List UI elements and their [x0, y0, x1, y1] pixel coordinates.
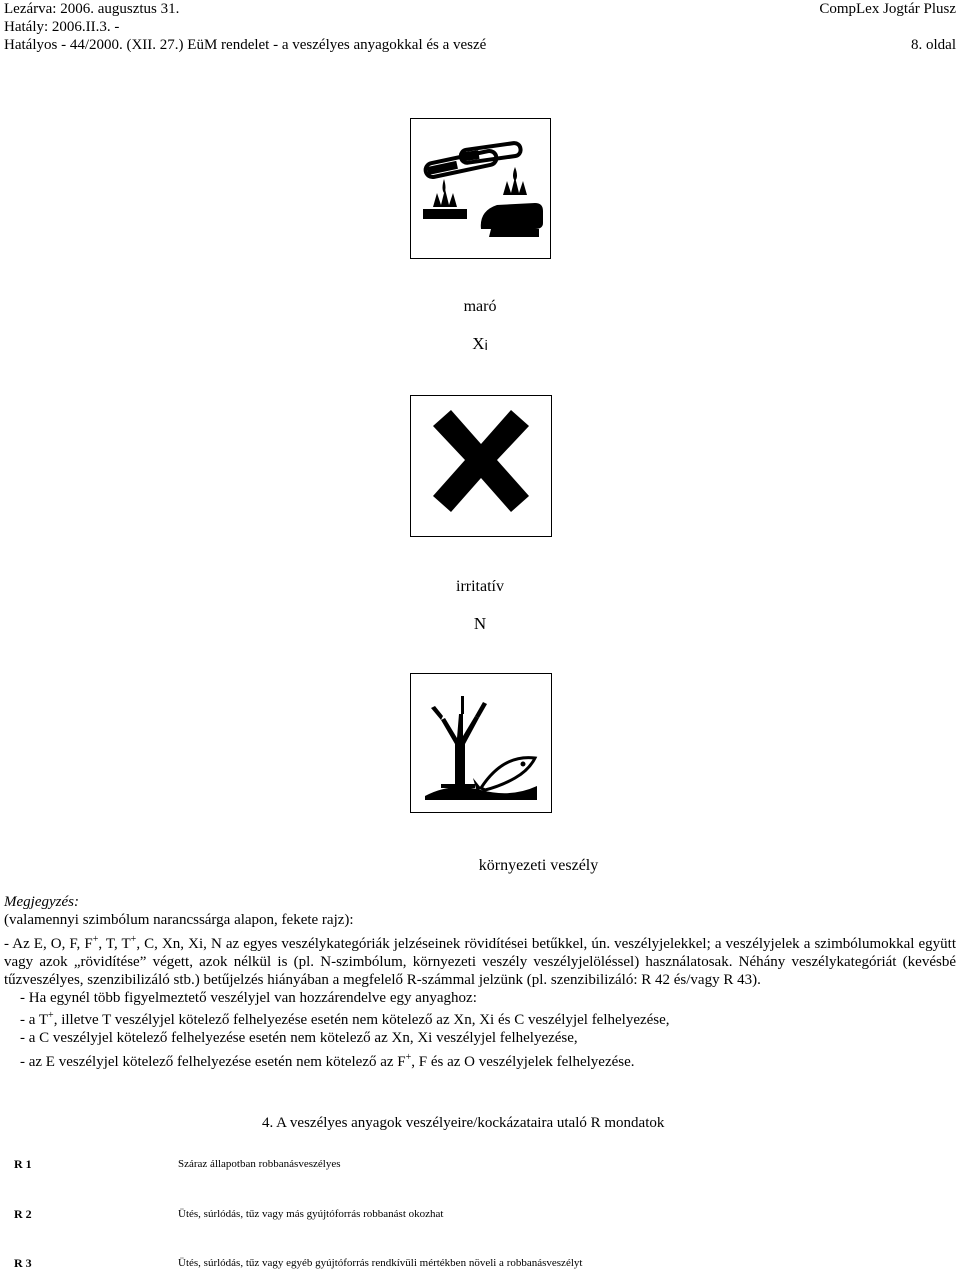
law-title: Hatályos - 44/2000. (XII. 27.) EüM rendelet - a veszélyes anyagokkal és a veszé — [4, 37, 487, 53]
section-title: 4. A veszélyes anyagok veszélyeire/kockázataira utaló R mondatok — [262, 1115, 665, 1131]
note-block — [4, 893, 956, 1071]
document-header — [4, 0, 604, 54]
irritant-x-icon — [411, 396, 551, 536]
r-code: R 3 — [14, 1256, 32, 1270]
corrosive-icon — [411, 119, 550, 258]
note-rule-t: - a T+, illetve T veszélyjel kötelező felhelyezése esetén nem kötelező az Xn, Xi és C veszélyjel felhelyezése, — [20, 1010, 670, 1028]
note-subtitle: (valamennyi szimbólum narancssárga alapon, fekete rajz): — [4, 912, 354, 928]
product-name: CompLex Jogtár Plusz — [819, 1, 956, 17]
corrosive-caption: maró — [463, 298, 497, 315]
note-rule-e: - az E veszélyjel kötelező felhelyezése esetén nem kötelező az F+, F és az O veszélyjelek felhelyezése. — [20, 1052, 635, 1070]
environment-code: N — [473, 614, 487, 633]
irritant-code: $X_i$ — [472, 334, 488, 353]
environment-caption: környezeti veszély — [478, 857, 599, 874]
page-number: 8. oldal — [911, 37, 956, 53]
note-rule-c: - a C veszélyjel kötelező felhelyezése esetén nem kötelező az Xn, Xi veszélyjel felhelyezése, — [20, 1030, 578, 1046]
note-paragraph-multiple: - Ha egynél több figyelmeztető veszélyjel van hozzárendelve egy anyaghoz: — [20, 990, 477, 1006]
corrosive-symbol — [410, 118, 551, 259]
irritant-symbol — [410, 395, 552, 537]
irritant-caption: irritatív — [456, 578, 504, 595]
note-paragraph-abbreviations: - Az E, O, F, F+, T, T+, C, Xn, Xi, N az egyes veszélykategóriák jelzéseinek rövidítései betűkkel, ún. veszélyjelekkel; a veszélyjelek a szimbólumokkal együtt vagy azok „rövidítése” végett, azok nélkül is (pl. N-szimbólum, környezeti veszély veszélyjelöléssel) használatosak. Néhány veszélykategóriát (kevésbé tűzveszélyes, szenzibilizáló stb.) betűjelzés hiányában a megfelelő R-számmal jelzünk (pl. szenzibilizáló: R 42 és/vagy R 43). — [4, 934, 957, 988]
r-text: Ütés, súrlódás, tűz vagy más gyújtóforrás robbanást okozhat — [178, 1208, 444, 1220]
r-text: Száraz állapotban robbanásveszélyes — [178, 1158, 341, 1170]
r-code: R 1 — [14, 1157, 32, 1171]
closed-date: Lezárva: 2006. augusztus 31. — [4, 1, 180, 17]
dead-tree-fish-icon — [411, 674, 551, 812]
note-title: Megjegyzés: — [4, 894, 79, 910]
r-text: Ütés, súrlódás, tűz vagy egyéb gyújtóforrás rendkívüli mértékben növeli a robbanásveszélyt — [178, 1257, 583, 1269]
r-code: R 2 — [14, 1207, 32, 1221]
environment-symbol — [410, 673, 552, 813]
effect-date: Hatály: 2006.II.3. - — [4, 19, 120, 35]
